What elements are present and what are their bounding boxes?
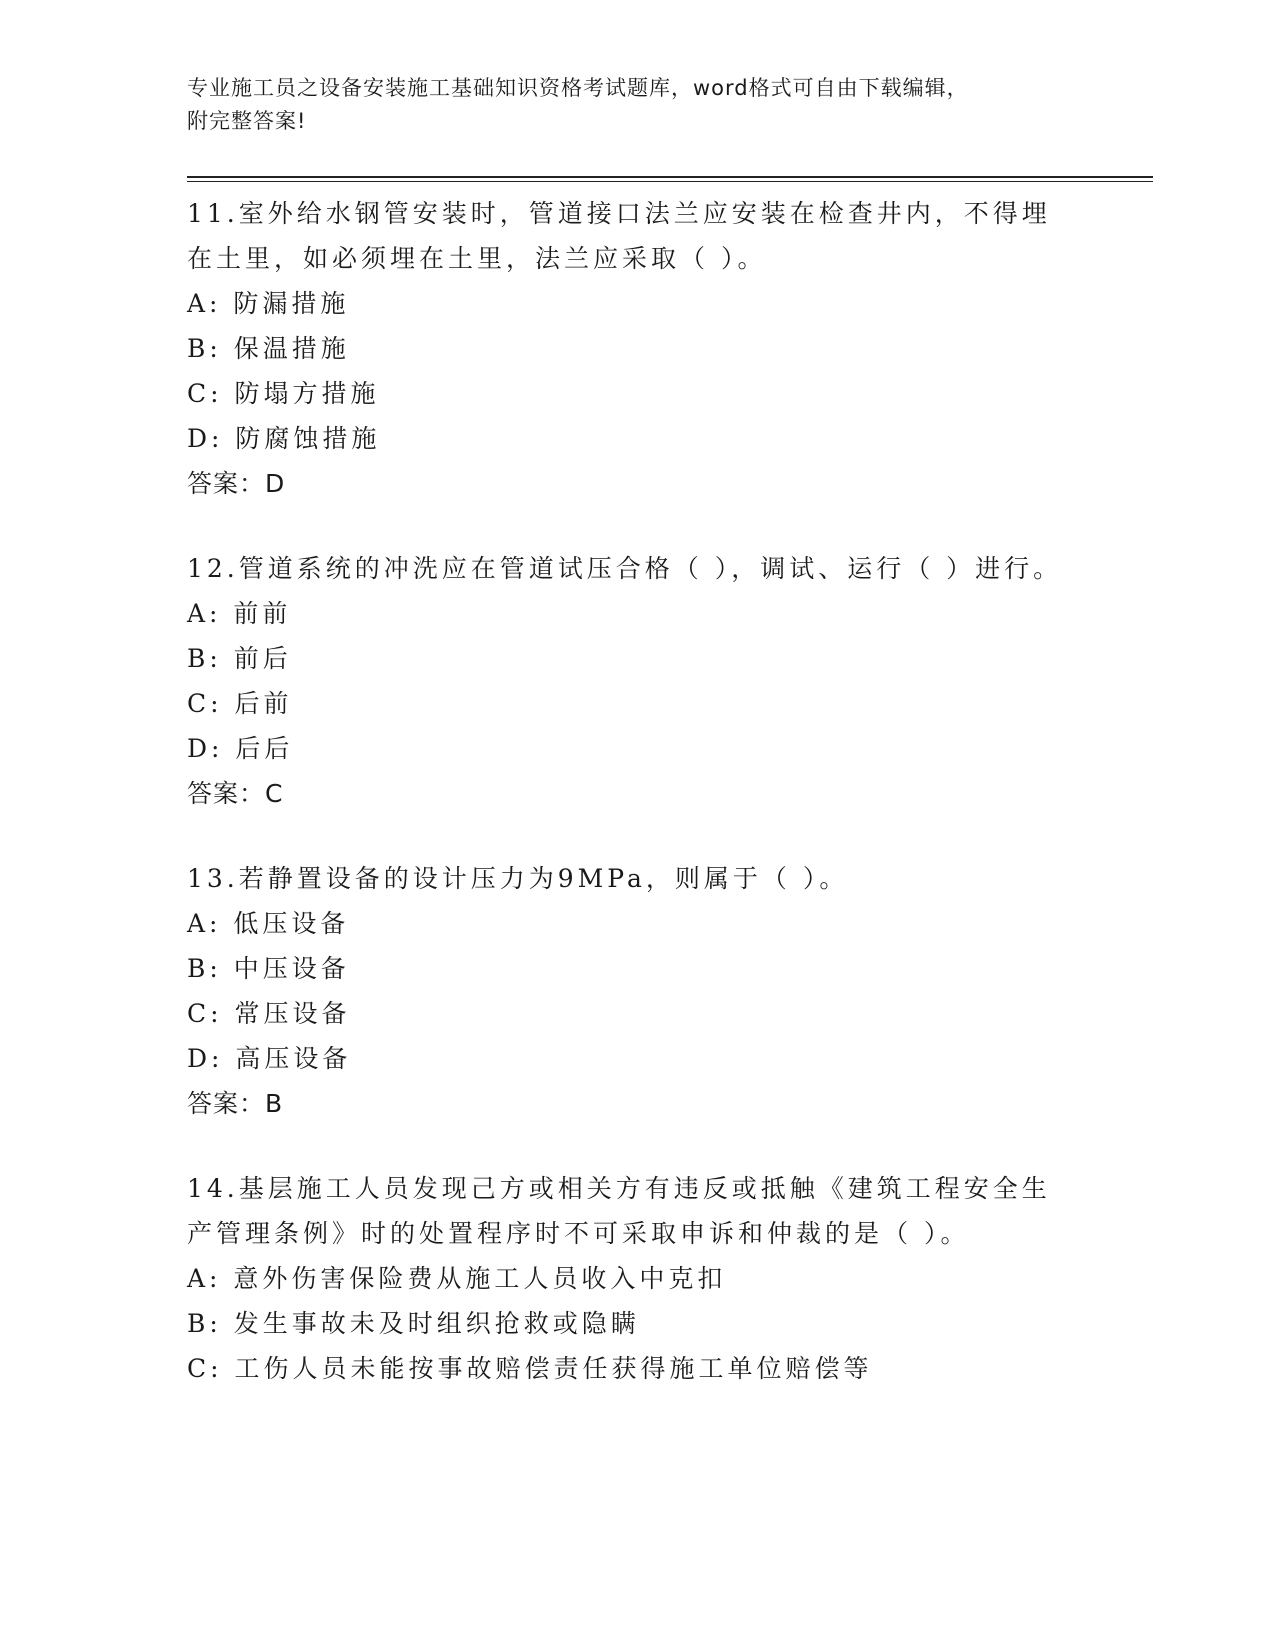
header-line-1: 专业施工员之设备安装施工基础知识资格考试题库，word格式可自由下载编辑， bbox=[187, 76, 969, 100]
document-header bbox=[187, 72, 1087, 138]
option-a: A: 前前 bbox=[187, 599, 292, 628]
option-b: B: 保温措施 bbox=[187, 334, 350, 363]
answer-line: 答案：C bbox=[187, 779, 284, 808]
question-stem: 12.管道系统的冲洗应在管道试压合格（ ），调试、运行（ ）进行。 bbox=[187, 554, 1063, 583]
option-b: B: 前后 bbox=[187, 644, 292, 673]
question-list bbox=[187, 191, 1087, 1431]
option-d: D: 高压设备 bbox=[187, 1044, 352, 1073]
option-b: B: 中压设备 bbox=[187, 954, 350, 983]
question-stem: 14.基层施工人员发现己方或相关方有违反或抵触《建筑工程安全生产管理条例》时的处置程序时不可采取申诉和仲裁的是（ ）。 bbox=[187, 1174, 1051, 1248]
answer-line: 答案：D bbox=[187, 469, 286, 498]
header-divider-thick bbox=[187, 176, 1153, 178]
question-14 bbox=[187, 1166, 1087, 1391]
option-c: C: 防塌方措施 bbox=[187, 379, 380, 408]
header-divider-thin bbox=[187, 181, 1153, 182]
option-c: C: 常压设备 bbox=[187, 999, 351, 1028]
header-line-2: 附完整答案! bbox=[187, 109, 307, 133]
option-a: A: 意外伤害保险费从施工人员收入中克扣 bbox=[187, 1264, 727, 1293]
option-d: D: 后后 bbox=[187, 734, 294, 763]
option-b: B: 发生事故未及时组织抢救或隐瞒 bbox=[187, 1309, 640, 1338]
question-stem: 13.若静置设备的设计压力为9MPa，则属于（ ）。 bbox=[187, 864, 849, 893]
option-d: D: 防腐蚀措施 bbox=[187, 424, 381, 453]
question-11 bbox=[187, 191, 1087, 506]
option-c: C: 后前 bbox=[187, 689, 293, 718]
question-12 bbox=[187, 546, 1087, 816]
option-a: A: 低压设备 bbox=[187, 909, 350, 938]
option-c: C: 工伤人员未能按事故赔偿责任获得施工单位赔偿等 bbox=[187, 1354, 873, 1383]
answer-line: 答案：B bbox=[187, 1089, 284, 1118]
question-stem: 11.室外给水钢管安装时，管道接口法兰应安装在检查井内，不得埋在土里，如必须埋在土里，法兰应采取（ ）。 bbox=[187, 199, 1051, 273]
question-13 bbox=[187, 856, 1087, 1126]
option-a: A: 防漏措施 bbox=[187, 289, 350, 318]
